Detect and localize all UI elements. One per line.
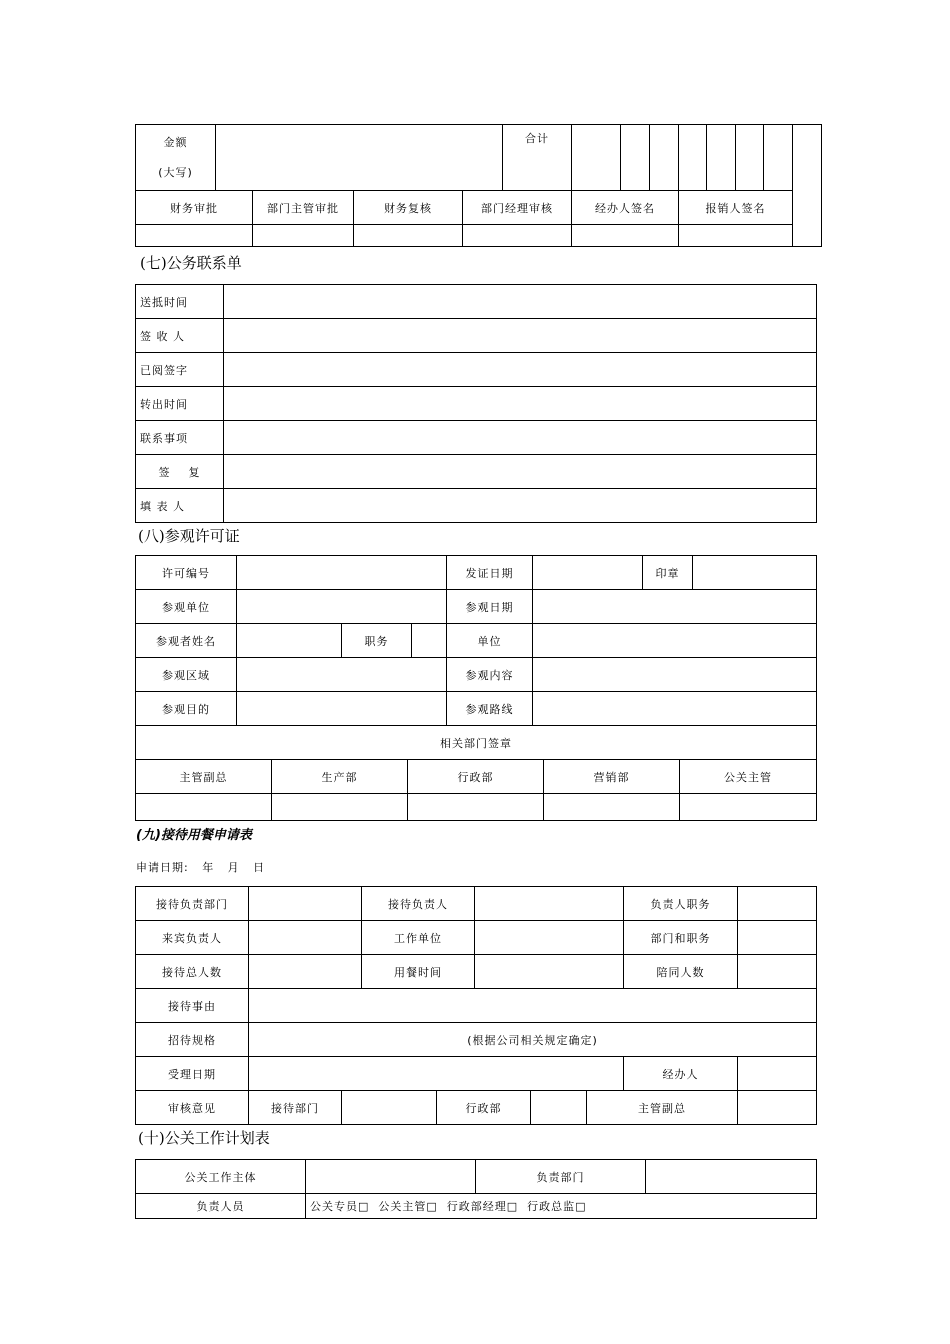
digit-cell[interactable] [679, 125, 707, 191]
value-vp[interactable] [738, 1091, 817, 1125]
value-permit-no[interactable] [237, 556, 447, 590]
label-recv-head: 接待负责人 [362, 887, 475, 921]
label-permit-no: 许可编号 [136, 556, 237, 590]
value-unit[interactable] [533, 624, 817, 658]
value-visit-area[interactable] [237, 658, 447, 692]
row-label-matter: 联系事项 [136, 421, 224, 455]
value-guest-head[interactable] [249, 921, 362, 955]
apply-date: 申请日期: 年 月 日 [136, 861, 266, 874]
label-visit-unit: 参观单位 [136, 590, 237, 624]
digit-cell-last[interactable] [793, 125, 822, 247]
sign-header-dept-manager: 部门经理审核 [463, 191, 572, 225]
dept-pr-head: 公关主管 [680, 760, 817, 794]
reimbursement-table [135, 124, 822, 247]
value-total-people[interactable] [249, 955, 362, 989]
value-position[interactable] [412, 624, 447, 658]
label-standard: 招待规格 [136, 1023, 249, 1057]
digit-cell[interactable] [572, 125, 621, 191]
label-seal: 印章 [643, 556, 693, 590]
amount-value-cell[interactable] [216, 125, 503, 191]
label-visit-route: 参观路线 [447, 692, 533, 726]
label-matter: 接待事由 [136, 989, 249, 1023]
label-visit-purpose: 参观目的 [136, 692, 237, 726]
label-review: 审核意见 [136, 1091, 249, 1125]
amount-label [136, 125, 216, 191]
total-label: 合计 [503, 125, 572, 191]
visit-permit-depts [135, 759, 817, 821]
sign-header-handler: 经办人签名 [572, 191, 679, 225]
digit-cell[interactable] [764, 125, 793, 191]
value-recv-head[interactable] [475, 887, 624, 921]
sign-header-finance-approve: 财务审批 [136, 191, 253, 225]
label-total-people: 接待总人数 [136, 955, 249, 989]
pr-staff-options[interactable]: 公关专员□ 公关主管□ 行政部经理□ 行政总监□ [306, 1194, 817, 1219]
label-work-unit: 工作单位 [362, 921, 475, 955]
sign-cell[interactable] [253, 225, 354, 247]
label-recv-dept: 接待负责部门 [136, 887, 249, 921]
section-10-title: (十)公关工作计划表 [138, 1129, 270, 1147]
value-standard-note: (根据公司相关规定确定) [249, 1023, 817, 1057]
section-7-title: (七)公务联系单 [140, 254, 242, 272]
sign-cell[interactable] [354, 225, 463, 247]
label-visit-content: 参观内容 [447, 658, 533, 692]
sign-cell[interactable] [679, 225, 793, 247]
dept-sign-cell[interactable] [680, 794, 817, 821]
value-pr-subject[interactable] [306, 1160, 476, 1194]
row-value[interactable] [224, 319, 817, 353]
label-admin-dept: 行政部 [437, 1091, 531, 1125]
label-dept-position: 部门和职务 [624, 921, 738, 955]
value-visit-purpose[interactable] [237, 692, 447, 726]
value-visit-unit[interactable] [237, 590, 447, 624]
value-work-unit[interactable] [475, 921, 624, 955]
label-unit: 单位 [447, 624, 533, 658]
value-admin-dept[interactable] [531, 1091, 587, 1125]
visit-permit-table [135, 555, 817, 760]
value-issue-date[interactable] [533, 556, 643, 590]
label-accept-date: 受理日期 [136, 1057, 249, 1091]
value-recv-dept[interactable] [249, 887, 362, 921]
liaison-table [135, 284, 817, 523]
sign-header-claimant: 报销人签名 [679, 191, 793, 225]
label-dept-seal: 相关部门签章 [136, 726, 817, 760]
row-label-reply: 签 复 [136, 455, 224, 489]
sign-cell[interactable] [572, 225, 679, 247]
label-pr-subject: 公关工作主体 [136, 1160, 306, 1194]
amount-label-line1: 金额 [163, 135, 188, 149]
label-pr-staff: 负责人员 [136, 1194, 306, 1219]
digit-cell[interactable] [621, 125, 650, 191]
label-vp: 主管副总 [587, 1091, 738, 1125]
digit-cell[interactable] [707, 125, 736, 191]
value-head-position[interactable] [738, 887, 817, 921]
row-value[interactable] [224, 421, 817, 455]
pr-plan-table [135, 1159, 817, 1219]
dept-sign-cell[interactable] [544, 794, 680, 821]
digit-cell[interactable] [650, 125, 679, 191]
value-accept-date[interactable] [249, 1057, 624, 1091]
sign-header-dept-head: 部门主管审批 [253, 191, 354, 225]
dept-sign-cell[interactable] [136, 794, 272, 821]
amount-label-line2: (大写) [158, 165, 193, 179]
dept-vp: 主管副总 [136, 760, 272, 794]
label-visit-area: 参观区域 [136, 658, 237, 692]
row-label-read-sign: 已阅签字 [136, 353, 224, 387]
section-8-title: (八)参观许可证 [138, 527, 240, 545]
label-issue-date: 发证日期 [447, 556, 533, 590]
value-pr-dept[interactable] [646, 1160, 817, 1194]
row-value[interactable] [224, 489, 817, 523]
value-handler[interactable] [738, 1057, 817, 1091]
row-value[interactable] [224, 387, 817, 421]
row-label-transfer-time: 转出时间 [136, 387, 224, 421]
row-value[interactable] [224, 285, 817, 319]
value-dept-position[interactable] [738, 921, 817, 955]
dept-sign-cell[interactable] [272, 794, 408, 821]
dept-sign-cell[interactable] [408, 794, 544, 821]
label-meal-time: 用餐时间 [362, 955, 475, 989]
section-9-title: (九)接待用餐申请表 [136, 828, 252, 843]
value-review-dept[interactable] [342, 1091, 437, 1125]
label-position: 职务 [342, 624, 412, 658]
row-label-filler: 填 表 人 [136, 489, 224, 523]
value-visit-date[interactable] [533, 590, 817, 624]
label-handler: 经办人 [624, 1057, 738, 1091]
label-pr-dept: 负责部门 [476, 1160, 646, 1194]
value-seal[interactable] [693, 556, 817, 590]
value-companions[interactable] [738, 955, 817, 989]
dept-production: 生产部 [272, 760, 408, 794]
label-visit-date: 参观日期 [447, 590, 533, 624]
row-label-delivery-time: 送抵时间 [136, 285, 224, 319]
label-guest-head: 来宾负责人 [136, 921, 249, 955]
label-review-dept: 接待部门 [249, 1091, 342, 1125]
meal-request-table [135, 886, 817, 1125]
dept-admin: 行政部 [408, 760, 544, 794]
sign-cell[interactable] [136, 225, 253, 247]
value-meal-time[interactable] [475, 955, 624, 989]
label-head-position: 负责人职务 [624, 887, 738, 921]
value-visit-route[interactable] [533, 692, 817, 726]
dept-marketing: 营销部 [544, 760, 680, 794]
row-value[interactable] [224, 353, 817, 387]
label-visitor-name: 参观者姓名 [136, 624, 237, 658]
row-value[interactable] [224, 455, 817, 489]
digit-cell[interactable] [736, 125, 764, 191]
value-matter[interactable] [249, 989, 817, 1023]
row-label-recipient: 签 收 人 [136, 319, 224, 353]
sign-header-finance-review: 财务复核 [354, 191, 463, 225]
label-companions: 陪同人数 [624, 955, 738, 989]
sign-cell[interactable] [463, 225, 572, 247]
value-visitor-name[interactable] [237, 624, 342, 658]
value-visit-content[interactable] [533, 658, 817, 692]
